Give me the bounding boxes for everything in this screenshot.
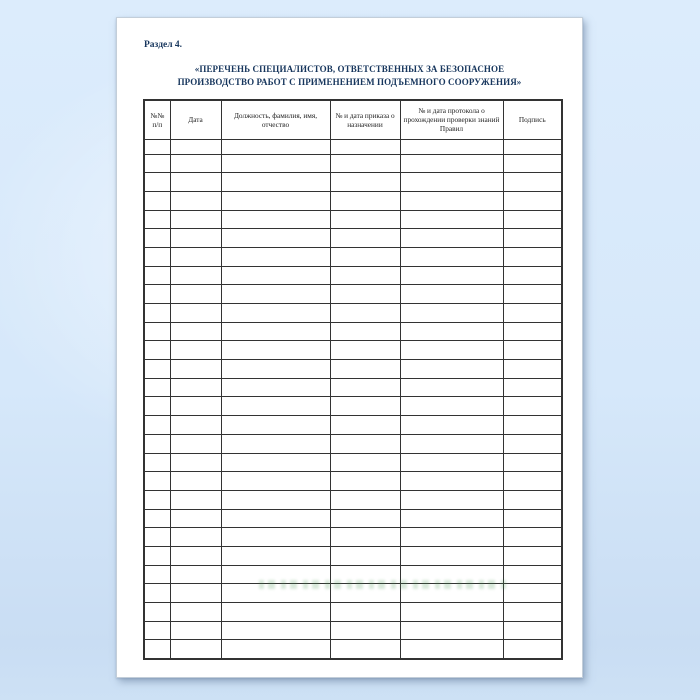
table-row (144, 509, 562, 528)
table-cell (400, 304, 503, 323)
table-cell (221, 603, 330, 622)
table-cell (330, 360, 400, 379)
table-cell (144, 266, 170, 285)
table-cell (400, 509, 503, 528)
table-row (144, 528, 562, 547)
table-cell (330, 378, 400, 397)
table-cell (170, 247, 221, 266)
table-cell (170, 584, 221, 603)
table-cell (330, 210, 400, 229)
table-cell (144, 173, 170, 192)
table-cell (400, 546, 503, 565)
table-row (144, 229, 562, 248)
header-cell-order: № и дата приказа о назначении (330, 100, 400, 139)
table-row (144, 565, 562, 584)
table-cell (144, 341, 170, 360)
table-cell (400, 173, 503, 192)
table-cell (400, 490, 503, 509)
table-cell (503, 229, 562, 248)
header-cell-position-name: Должность, фамилия, имя, отчество (221, 100, 330, 139)
table-cell (170, 285, 221, 304)
table-cell (503, 154, 562, 173)
table-cell (400, 191, 503, 210)
table-row (144, 434, 562, 453)
table-cell (400, 210, 503, 229)
table-cell (170, 528, 221, 547)
table-cell (221, 266, 330, 285)
table-cell (221, 210, 330, 229)
table-cell (503, 565, 562, 584)
table-cell (170, 191, 221, 210)
table-cell (144, 453, 170, 472)
table-cell (503, 397, 562, 416)
table-cell (330, 416, 400, 435)
table-cell (144, 139, 170, 154)
table-cell (221, 640, 330, 659)
table-cell (144, 621, 170, 640)
table-cell (221, 378, 330, 397)
table-cell (170, 565, 221, 584)
table-cell (144, 546, 170, 565)
table-cell (144, 472, 170, 491)
table-cell (503, 139, 562, 154)
table-cell (221, 191, 330, 210)
table-row (144, 322, 562, 341)
table-cell (144, 191, 170, 210)
table-cell (170, 266, 221, 285)
table-cell (144, 322, 170, 341)
table-row (144, 640, 562, 659)
table-cell (330, 285, 400, 304)
table-row (144, 285, 562, 304)
table-cell (400, 603, 503, 622)
table-cell (221, 341, 330, 360)
table-cell (170, 416, 221, 435)
table-cell (503, 285, 562, 304)
table-cell (330, 397, 400, 416)
table-cell (330, 546, 400, 565)
section-label: Раздел 4. (144, 40, 183, 50)
table-cell (221, 173, 330, 192)
table-cell (221, 546, 330, 565)
table-cell (221, 322, 330, 341)
table-cell (330, 173, 400, 192)
specialists-table (143, 99, 563, 660)
header-cell-number: №№ п/п (144, 100, 170, 139)
table-cell (503, 360, 562, 379)
table-cell (170, 453, 221, 472)
header-cell-protocol: № и дата протокола о прохождении проверки знаний Правил (400, 100, 503, 139)
table-cell (221, 565, 330, 584)
table-row (144, 139, 562, 154)
table-cell (221, 154, 330, 173)
table-cell (503, 341, 562, 360)
table-cell (330, 191, 400, 210)
table-cell (170, 322, 221, 341)
table-cell (330, 621, 400, 640)
table-cell (503, 584, 562, 603)
table-row (144, 472, 562, 491)
table-cell (170, 397, 221, 416)
table-cell (330, 247, 400, 266)
table-cell (400, 528, 503, 547)
table-row (144, 453, 562, 472)
table-cell (170, 341, 221, 360)
table-cell (400, 266, 503, 285)
table-cell (503, 266, 562, 285)
table-cell (221, 490, 330, 509)
table-cell (221, 621, 330, 640)
table-cell (330, 490, 400, 509)
table-cell (503, 621, 562, 640)
table-row (144, 378, 562, 397)
table-row (144, 173, 562, 192)
table-cell (170, 154, 221, 173)
table-header (144, 100, 562, 139)
table-cell (503, 453, 562, 472)
table-row (144, 360, 562, 379)
table-cell (400, 378, 503, 397)
table-cell (170, 640, 221, 659)
table-cell (503, 416, 562, 435)
table-cell (144, 229, 170, 248)
table-cell (221, 584, 330, 603)
table-cell (400, 154, 503, 173)
table-cell (221, 229, 330, 248)
header-cell-signature: Подпись (503, 100, 562, 139)
table-cell (170, 490, 221, 509)
table-row (144, 621, 562, 640)
table-cell (170, 603, 221, 622)
table-row (144, 490, 562, 509)
table-cell (330, 584, 400, 603)
table-row (144, 341, 562, 360)
table-cell (400, 472, 503, 491)
table-cell (503, 472, 562, 491)
table-cell (221, 528, 330, 547)
table-cell (400, 584, 503, 603)
table-cell (330, 472, 400, 491)
table-cell (503, 490, 562, 509)
table-cell (400, 434, 503, 453)
table-cell (400, 229, 503, 248)
table-cell (170, 210, 221, 229)
table-cell (221, 285, 330, 304)
table-cell (144, 416, 170, 435)
table-cell (503, 247, 562, 266)
table-cell (144, 434, 170, 453)
table-cell (330, 229, 400, 248)
table-cell (400, 139, 503, 154)
table-cell (144, 565, 170, 584)
table-cell (400, 621, 503, 640)
table-cell (144, 360, 170, 379)
table-cell (503, 378, 562, 397)
table-cell (330, 154, 400, 173)
table-cell (170, 472, 221, 491)
table-cell (144, 584, 170, 603)
table-cell (503, 528, 562, 547)
table-cell (330, 322, 400, 341)
table-cell (144, 528, 170, 547)
document-title-line-2: ПРОИЗВОДСТВО РАБОТ С ПРИМЕНЕНИЕМ ПОДЪЕМНОГО СООРУЖЕНИЯ» (177, 76, 522, 87)
table-row (144, 397, 562, 416)
table-cell (400, 565, 503, 584)
table-cell (503, 210, 562, 229)
table-body (144, 139, 562, 659)
table-row (144, 603, 562, 622)
table-cell (503, 191, 562, 210)
document-page (116, 17, 583, 678)
table-cell (144, 247, 170, 266)
table-cell (170, 304, 221, 323)
table-cell (221, 247, 330, 266)
table-cell (170, 509, 221, 528)
table-cell (330, 509, 400, 528)
table-cell (503, 509, 562, 528)
table-row (144, 210, 562, 229)
table-cell (503, 173, 562, 192)
table-cell (170, 139, 221, 154)
table-cell (503, 546, 562, 565)
table-cell (221, 434, 330, 453)
table-cell (400, 247, 503, 266)
table-cell (400, 341, 503, 360)
table-cell (330, 304, 400, 323)
table-cell (503, 322, 562, 341)
table-cell (144, 210, 170, 229)
table-cell (330, 341, 400, 360)
table-cell (170, 173, 221, 192)
table-cell (144, 640, 170, 659)
table-row (144, 266, 562, 285)
table-cell (221, 397, 330, 416)
table-row (144, 247, 562, 266)
table-row (144, 546, 562, 565)
table-row (144, 154, 562, 173)
table-cell (144, 509, 170, 528)
table-cell (400, 285, 503, 304)
table-cell (400, 453, 503, 472)
table-cell (221, 304, 330, 323)
table-header-row (144, 100, 562, 139)
table-cell (503, 640, 562, 659)
table-row (144, 191, 562, 210)
table-cell (330, 453, 400, 472)
table-cell (144, 378, 170, 397)
table-cell (170, 434, 221, 453)
table-cell (330, 603, 400, 622)
table-cell (503, 603, 562, 622)
table-cell (330, 434, 400, 453)
table-cell (400, 640, 503, 659)
table-cell (330, 528, 400, 547)
header-cell-date: Дата (170, 100, 221, 139)
table-cell (221, 509, 330, 528)
table-cell (330, 640, 400, 659)
table-cell (400, 360, 503, 379)
table-cell (144, 397, 170, 416)
table-cell (170, 378, 221, 397)
table-cell (144, 285, 170, 304)
table-cell (221, 416, 330, 435)
table-cell (221, 139, 330, 154)
table-cell (170, 546, 221, 565)
table-cell (221, 453, 330, 472)
table-cell (221, 472, 330, 491)
table-cell (144, 154, 170, 173)
table-cell (330, 266, 400, 285)
table-cell (400, 322, 503, 341)
table-cell (170, 360, 221, 379)
table-cell (144, 304, 170, 323)
table-cell (503, 304, 562, 323)
table-row (144, 416, 562, 435)
table-cell (144, 490, 170, 509)
table-row (144, 304, 562, 323)
table-cell (144, 603, 170, 622)
table-cell (400, 397, 503, 416)
document-title (117, 63, 582, 88)
table-cell (170, 621, 221, 640)
table-cell (400, 416, 503, 435)
table-cell (221, 360, 330, 379)
table-row (144, 584, 562, 603)
table-cell (503, 434, 562, 453)
table-cell (330, 565, 400, 584)
document-title-line-1: «ПЕРЕЧЕНЬ СПЕЦИАЛИСТОВ, ОТВЕТСТВЕННЫХ ЗА БЕЗОПАСНОЕ (194, 64, 505, 74)
table-cell (170, 229, 221, 248)
table-cell (330, 139, 400, 154)
